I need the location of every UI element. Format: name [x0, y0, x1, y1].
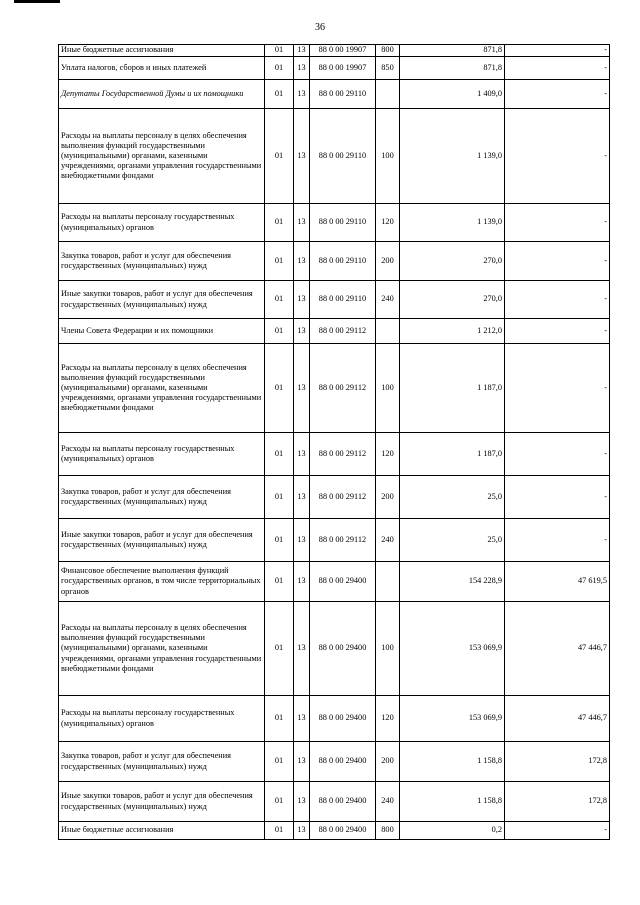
- row-sum2: -: [505, 281, 610, 319]
- row-csr: 88 0 00 29400: [310, 822, 376, 840]
- row-name: Расходы на выплаты персоналу в целях обеспечения выполнения функций государственными (муниципальными) органами, казенными учреждениями, органами управления государственными внебюджетными фондами: [59, 109, 265, 204]
- row-name: Расходы на выплаты персоналу государственных (муниципальных) органов: [59, 433, 265, 476]
- row-name: Расходы на выплаты персоналу государственных (муниципальных) органов: [59, 696, 265, 742]
- row-rz: 01: [265, 782, 294, 822]
- table-row: [59, 80, 610, 109]
- row-pr: 13: [294, 562, 310, 602]
- row-sum2: -: [505, 433, 610, 476]
- row-vr: 120: [376, 204, 400, 242]
- table-row: [59, 319, 610, 344]
- row-sum2: -: [505, 242, 610, 281]
- row-sum2: -: [505, 476, 610, 519]
- row-sum2: -: [505, 204, 610, 242]
- row-rz: 01: [265, 242, 294, 281]
- row-csr: 88 0 00 29110: [310, 204, 376, 242]
- row-rz: 01: [265, 562, 294, 602]
- row-sum2: -: [505, 45, 610, 57]
- row-csr: 88 0 00 29112: [310, 319, 376, 344]
- row-name: Депутаты Государственной Думы и их помощники: [59, 80, 265, 109]
- row-rz: 01: [265, 519, 294, 562]
- row-sum2: -: [505, 822, 610, 840]
- table-row: [59, 204, 610, 242]
- row-sum2: -: [505, 344, 610, 433]
- row-sum1: 270,0: [400, 242, 505, 281]
- row-pr: 13: [294, 344, 310, 433]
- row-sum1: 25,0: [400, 476, 505, 519]
- row-csr: 88 0 00 29112: [310, 519, 376, 562]
- budget-table: [58, 44, 610, 840]
- row-vr: 240: [376, 281, 400, 319]
- row-pr: 13: [294, 80, 310, 109]
- row-csr: 88 0 00 29112: [310, 476, 376, 519]
- row-rz: 01: [265, 696, 294, 742]
- table-row: [59, 476, 610, 519]
- row-rz: 01: [265, 602, 294, 696]
- row-pr: 13: [294, 782, 310, 822]
- row-csr: 88 0 00 29110: [310, 80, 376, 109]
- row-sum1: 1 158,8: [400, 742, 505, 782]
- row-name: Финансовое обеспечение выполнения функций государственных органов, в том числе территориальных органов: [59, 562, 265, 602]
- row-vr: 200: [376, 476, 400, 519]
- row-sum1: 871,8: [400, 57, 505, 80]
- row-name: Закупка товаров, работ и услуг для обеспечения государственных (муниципальных) нужд: [59, 242, 265, 281]
- row-vr: 240: [376, 519, 400, 562]
- row-vr: [376, 80, 400, 109]
- row-csr: 88 0 00 29400: [310, 602, 376, 696]
- row-pr: 13: [294, 476, 310, 519]
- row-rz: 01: [265, 45, 294, 57]
- table-row: [59, 562, 610, 602]
- row-vr: 800: [376, 45, 400, 57]
- row-vr: [376, 319, 400, 344]
- row-sum1: 153 069,9: [400, 696, 505, 742]
- row-name: Иные закупки товаров, работ и услуг для обеспечения государственных (муниципальных) нужд: [59, 281, 265, 319]
- row-name: Закупка товаров, работ и услуг для обеспечения государственных (муниципальных) нужд: [59, 476, 265, 519]
- row-sum2: -: [505, 319, 610, 344]
- row-vr: [376, 562, 400, 602]
- row-name: Иные закупки товаров, работ и услуг для обеспечения государственных (муниципальных) нужд: [59, 782, 265, 822]
- row-pr: 13: [294, 742, 310, 782]
- row-sum1: 154 228,9: [400, 562, 505, 602]
- row-rz: 01: [265, 281, 294, 319]
- table-row: [59, 281, 610, 319]
- row-pr: 13: [294, 602, 310, 696]
- row-rz: 01: [265, 344, 294, 433]
- row-name: Закупка товаров, работ и услуг для обеспечения государственных (муниципальных) нужд: [59, 742, 265, 782]
- row-sum1: 871,8: [400, 45, 505, 57]
- table-row: [59, 519, 610, 562]
- row-sum2: 172,8: [505, 782, 610, 822]
- row-sum1: 1 187,0: [400, 344, 505, 433]
- row-pr: 13: [294, 57, 310, 80]
- table-row: [59, 433, 610, 476]
- row-rz: 01: [265, 80, 294, 109]
- row-sum2: 47 446,7: [505, 696, 610, 742]
- row-sum2: -: [505, 519, 610, 562]
- row-rz: 01: [265, 319, 294, 344]
- row-rz: 01: [265, 57, 294, 80]
- row-sum2: -: [505, 57, 610, 80]
- row-pr: 13: [294, 433, 310, 476]
- row-vr: 100: [376, 344, 400, 433]
- row-csr: 88 0 00 29400: [310, 742, 376, 782]
- row-rz: 01: [265, 822, 294, 840]
- row-vr: 120: [376, 433, 400, 476]
- row-name: Иные бюджетные ассигнования: [59, 822, 265, 840]
- row-sum1: 0,2: [400, 822, 505, 840]
- row-pr: 13: [294, 204, 310, 242]
- row-pr: 13: [294, 45, 310, 57]
- row-name: Уплата налогов, сборов и иных платежей: [59, 57, 265, 80]
- table-row: [59, 57, 610, 80]
- row-vr: 800: [376, 822, 400, 840]
- row-sum1: 1 212,0: [400, 319, 505, 344]
- row-sum1: 1 409,0: [400, 80, 505, 109]
- row-csr: 88 0 00 29112: [310, 433, 376, 476]
- table-row: [59, 696, 610, 742]
- row-pr: 13: [294, 109, 310, 204]
- row-sum1: 153 069,9: [400, 602, 505, 696]
- row-csr: 88 0 00 29400: [310, 782, 376, 822]
- table-row: [59, 344, 610, 433]
- table-row: [59, 109, 610, 204]
- row-name: Члены Совета Федерации и их помощники: [59, 319, 265, 344]
- table-row: [59, 822, 610, 840]
- row-rz: 01: [265, 476, 294, 519]
- row-pr: 13: [294, 696, 310, 742]
- row-name: Расходы на выплаты персоналу в целях обеспечения выполнения функций государственными (муниципальными) органами, казенными учреждениями, органами управления государственными внебюджетными фондами: [59, 344, 265, 433]
- row-csr: 88 0 00 19907: [310, 45, 376, 57]
- row-rz: 01: [265, 109, 294, 204]
- row-pr: 13: [294, 281, 310, 319]
- row-csr: 88 0 00 29400: [310, 562, 376, 602]
- row-csr: 88 0 00 19907: [310, 57, 376, 80]
- row-csr: 88 0 00 29112: [310, 344, 376, 433]
- row-sum2: 47 446,7: [505, 602, 610, 696]
- row-sum2: 172,8: [505, 742, 610, 782]
- page-number: 36: [315, 22, 325, 33]
- table-row: [59, 782, 610, 822]
- row-vr: 200: [376, 742, 400, 782]
- scan-corner-mark: [14, 0, 60, 3]
- row-name: Расходы на выплаты персоналу государственных (муниципальных) органов: [59, 204, 265, 242]
- row-sum1: 25,0: [400, 519, 505, 562]
- row-vr: 100: [376, 602, 400, 696]
- table-row: [59, 742, 610, 782]
- row-vr: 200: [376, 242, 400, 281]
- row-csr: 88 0 00 29110: [310, 242, 376, 281]
- row-sum1: 1 139,0: [400, 109, 505, 204]
- table-row: [59, 45, 610, 57]
- row-csr: 88 0 00 29110: [310, 109, 376, 204]
- row-rz: 01: [265, 204, 294, 242]
- row-vr: 240: [376, 782, 400, 822]
- row-sum1: 1 187,0: [400, 433, 505, 476]
- row-sum1: 1 139,0: [400, 204, 505, 242]
- row-rz: 01: [265, 742, 294, 782]
- row-pr: 13: [294, 519, 310, 562]
- row-name: Иные закупки товаров, работ и услуг для обеспечения государственных (муниципальных) нужд: [59, 519, 265, 562]
- row-pr: 13: [294, 242, 310, 281]
- row-sum2: -: [505, 80, 610, 109]
- table-row: [59, 602, 610, 696]
- table-row: [59, 242, 610, 281]
- row-vr: 120: [376, 696, 400, 742]
- row-rz: 01: [265, 433, 294, 476]
- row-vr: 850: [376, 57, 400, 80]
- row-sum1: 1 158,8: [400, 782, 505, 822]
- row-name: Иные бюджетные ассигнования: [59, 45, 265, 57]
- row-pr: 13: [294, 822, 310, 840]
- row-sum2: 47 619,5: [505, 562, 610, 602]
- row-vr: 100: [376, 109, 400, 204]
- row-sum1: 270,0: [400, 281, 505, 319]
- row-name: Расходы на выплаты персоналу в целях обеспечения выполнения функций государственными (муниципальными) органами, казенными учреждениями, органами управления государственными внебюджетными фондами: [59, 602, 265, 696]
- row-sum2: -: [505, 109, 610, 204]
- row-pr: 13: [294, 319, 310, 344]
- row-csr: 88 0 00 29400: [310, 696, 376, 742]
- row-csr: 88 0 00 29110: [310, 281, 376, 319]
